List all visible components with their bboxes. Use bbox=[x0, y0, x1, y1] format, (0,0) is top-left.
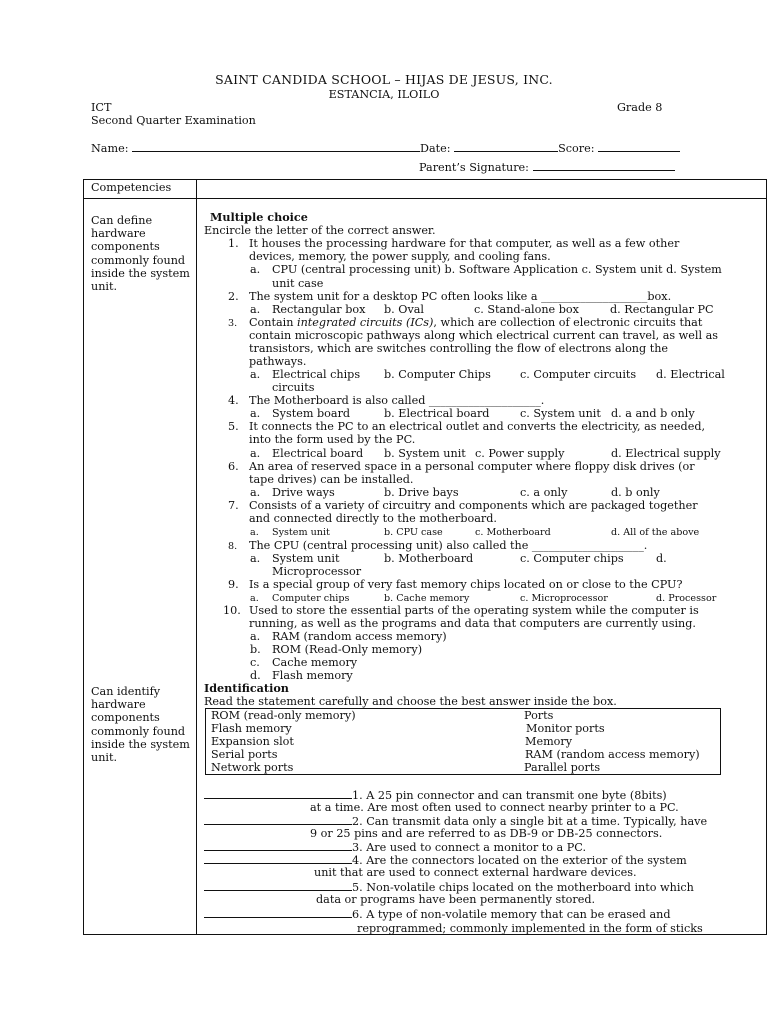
q8-option-d[interactable]: d. bbox=[656, 552, 667, 565]
q6-text-1: An area of reserved space in a personal computer where floppy disk drives (or bbox=[249, 460, 695, 473]
ident-6-text-1: 6. A type of non-volatile memory that can be erased and bbox=[352, 908, 671, 921]
school-name: SAINT CANDIDA SCHOOL – HIJAS DE JESUS, INC. bbox=[215, 72, 553, 87]
q8-option-c[interactable]: c. Computer chips bbox=[520, 552, 624, 565]
ident-5-text-2: data or programs have been permanently stored. bbox=[316, 893, 596, 906]
q1-number: 1. bbox=[228, 237, 239, 250]
q5-option-a-letter: a. bbox=[250, 447, 261, 460]
q2-text: The system unit for a desktop PC often looks like a ___________________box. bbox=[249, 290, 672, 303]
q5-text-2: into the form used by the PC. bbox=[249, 433, 416, 446]
q10-option-d-letter: d. bbox=[250, 669, 261, 682]
grade-label: Grade 8 bbox=[617, 101, 663, 114]
q5-option-d[interactable]: d. Electrical supply bbox=[611, 447, 721, 460]
mc-title: Multiple choice bbox=[210, 210, 308, 224]
ident-blank-5[interactable] bbox=[204, 880, 352, 891]
q7-option-a-letter: a. bbox=[250, 527, 259, 538]
q2-option-c[interactable]: c. Stand-alone box bbox=[474, 303, 579, 316]
q3-option-b[interactable]: b. Computer Chips bbox=[384, 368, 491, 381]
ident-item-6 bbox=[204, 907, 671, 921]
q1-text-2: devices, memory, the power supply, and cooling fans. bbox=[249, 250, 551, 263]
box-right-2: Monitor ports bbox=[526, 722, 605, 735]
q7-text-2: and connected directly to the motherboard. bbox=[249, 512, 497, 525]
ident-3-text-1: 3. Are used to connect a monitor to a PC. bbox=[352, 841, 587, 854]
q6-text-2: tape drives) can be installed. bbox=[249, 473, 414, 486]
signature-field[interactable] bbox=[533, 160, 675, 171]
ident-1-text-2: at a time. Are most often used to connect nearby printer to a PC. bbox=[310, 801, 679, 814]
ident-blank-3[interactable] bbox=[204, 840, 352, 851]
q5-number: 5. bbox=[228, 420, 239, 433]
q5-text-1: It connects the PC to an electrical outlet and converts the electricity, as needed, bbox=[249, 420, 706, 433]
exam-title: Second Quarter Examination bbox=[91, 114, 256, 127]
q2-option-d[interactable]: d. Rectangular PC bbox=[610, 303, 714, 316]
column-divider bbox=[196, 180, 197, 934]
q10-text-2: running, as well as the programs and data that computers are currently using. bbox=[249, 617, 696, 630]
ident-2-text-2: 9 or 25 pins and are referred to as DB-9 or DB-25 connectors. bbox=[310, 827, 663, 840]
q4-option-b[interactable]: b. Electrical board bbox=[384, 407, 490, 420]
q10-option-b-letter: b. bbox=[250, 643, 261, 656]
score-label: Score: bbox=[558, 142, 595, 155]
box-left-5: Network ports bbox=[211, 761, 294, 774]
q6-option-d[interactable]: d. b only bbox=[611, 486, 660, 499]
ident-instruction: Read the statement carefully and choose the best answer inside the box. bbox=[204, 695, 617, 708]
date-field[interactable] bbox=[454, 141, 558, 152]
q9-option-c[interactable]: c. Microprocessor bbox=[520, 593, 608, 604]
box-left-3: Expansion slot bbox=[211, 735, 294, 748]
q3-text-1c: , which are collection of electronic circuits that bbox=[433, 316, 703, 329]
ident-blank-1[interactable] bbox=[204, 788, 352, 799]
q8-text: The CPU (central processing unit) also called the ____________________. bbox=[249, 539, 648, 552]
q4-number: 4. bbox=[228, 394, 239, 407]
q8-option-a[interactable]: System unit bbox=[272, 552, 340, 565]
q4-option-c[interactable]: c. System unit bbox=[520, 407, 601, 420]
school-location: ESTANCIA, ILOILO bbox=[328, 88, 440, 101]
q3-text-1a: Contain bbox=[249, 316, 298, 329]
q1-options-1[interactable]: CPU (central processing unit) b. Software Application c. System unit d. System bbox=[272, 263, 722, 276]
ident-blank-2[interactable] bbox=[204, 814, 352, 825]
q1-option-a-letter: a. bbox=[250, 263, 261, 276]
q9-option-d[interactable]: d. Processor bbox=[656, 593, 717, 604]
competency-identify: Can identify hardware components commonly found inside the system unit. bbox=[91, 685, 190, 765]
q3-option-a[interactable]: Electrical chips bbox=[272, 368, 361, 381]
q3-option-a-letter: a. bbox=[250, 368, 261, 381]
q3-text-4: pathways. bbox=[249, 355, 307, 368]
q5-option-b[interactable]: b. System unit bbox=[384, 447, 466, 460]
q10-option-c-letter: c. bbox=[250, 656, 260, 669]
q6-option-a-letter: a. bbox=[250, 486, 261, 499]
answer-box bbox=[205, 708, 721, 775]
ident-title: Identification bbox=[204, 681, 289, 695]
q9-text: Is a special group of very fast memory chips located on or close to the CPU? bbox=[249, 578, 683, 591]
box-left-2: Flash memory bbox=[211, 722, 292, 735]
q3-option-d[interactable]: d. Electrical bbox=[656, 368, 725, 381]
name-label: Name: bbox=[91, 142, 129, 155]
subject-label: ICT bbox=[91, 101, 112, 114]
q2-option-b[interactable]: b. Oval bbox=[384, 303, 425, 316]
q7-option-b[interactable]: b. CPU case bbox=[384, 527, 443, 538]
q8-option-b[interactable]: b. Motherboard bbox=[384, 552, 474, 565]
q6-option-a[interactable]: Drive ways bbox=[272, 486, 335, 499]
q1-options-2: unit case bbox=[272, 277, 324, 290]
q2-option-a[interactable]: Rectangular box bbox=[272, 303, 366, 316]
date-label: Date: bbox=[420, 142, 451, 155]
q8-option-d-2: Microprocessor bbox=[272, 565, 362, 578]
q3-text-1 bbox=[249, 316, 702, 329]
q7-text-1: Consists of a variety of circuitry and components which are packaged together bbox=[249, 499, 698, 512]
q5-option-a[interactable]: Electrical board bbox=[272, 447, 364, 460]
q10-option-c[interactable]: Cache memory bbox=[272, 656, 358, 669]
q3-text-3: transistors, which are switches controlling the flow of electrons along the bbox=[249, 342, 669, 355]
name-row bbox=[91, 141, 680, 155]
q7-option-c[interactable]: c. Motherboard bbox=[475, 527, 551, 538]
q2-number: 2. bbox=[228, 290, 239, 303]
q6-number: 6. bbox=[228, 460, 239, 473]
ident-blank-4[interactable] bbox=[204, 853, 352, 864]
q4-option-a[interactable]: System board bbox=[272, 407, 351, 420]
q9-option-a-letter: a. bbox=[250, 593, 259, 604]
q10-text-1: Used to store the essential parts of the operating system while the computer is bbox=[249, 604, 699, 617]
q3-option-d-2: circuits bbox=[272, 381, 315, 394]
q4-option-a-letter: a. bbox=[250, 407, 261, 420]
q7-option-d[interactable]: d. All of the above bbox=[611, 527, 700, 538]
q5-option-c[interactable]: c. Power supply bbox=[475, 447, 565, 460]
name-field[interactable] bbox=[132, 141, 420, 152]
box-right-4: RAM (random access memory) bbox=[525, 748, 700, 761]
box-left-1: ROM (read-only memory) bbox=[211, 709, 356, 722]
q10-option-a-letter: a. bbox=[250, 630, 261, 643]
signature-label: Parent’s Signature: bbox=[419, 161, 529, 174]
ident-1-text-1: 1. A 25 pin connector and can transmit one byte (8bits) bbox=[352, 789, 667, 802]
q9-option-a[interactable]: Computer chips bbox=[272, 593, 350, 604]
q7-number: 7. bbox=[228, 499, 239, 512]
signature-row bbox=[419, 160, 675, 174]
q6-option-b[interactable]: b. Drive bays bbox=[384, 486, 459, 499]
header-divider bbox=[84, 198, 766, 199]
q9-number: 9. bbox=[228, 578, 239, 591]
q3-option-c[interactable]: c. Computer circuits bbox=[520, 368, 637, 381]
competency-define: Can define hardware components commonly found inside the system unit. bbox=[91, 214, 190, 294]
q8-number: 8. bbox=[228, 541, 238, 552]
q1-text-1: It houses the processing hardware for that computer, as well as a few other bbox=[249, 237, 680, 250]
box-right-5: Parallel ports bbox=[524, 761, 601, 774]
q10-option-a[interactable]: RAM (random access memory) bbox=[272, 630, 447, 643]
q3-text-2: contain microscopic pathways along which electrical current can travel, as well as bbox=[249, 329, 718, 342]
q7-option-a[interactable]: System unit bbox=[272, 527, 330, 538]
mc-instruction: Encircle the letter of the correct answer. bbox=[204, 224, 436, 237]
q3-number: 3. bbox=[228, 318, 238, 329]
score-field[interactable] bbox=[598, 141, 680, 152]
box-right-3: Memory bbox=[525, 735, 573, 748]
q8-option-a-letter: a. bbox=[250, 552, 261, 565]
q2-option-a-letter: a. bbox=[250, 303, 261, 316]
ident-4-text-2: unit that are used to connect external hardware devices. bbox=[314, 866, 637, 879]
ident-2-text-1: 2. Can transmit data only a single bit at a time. Typically, have bbox=[352, 815, 708, 828]
q4-text: The Motherboard is also called ____________________. bbox=[249, 394, 545, 407]
box-left-4: Serial ports bbox=[211, 748, 278, 761]
q9-option-b[interactable]: b. Cache memory bbox=[384, 593, 470, 604]
q3-text-1b: integrated circuits (ICs) bbox=[297, 316, 434, 329]
competencies-header: Competencies bbox=[91, 181, 172, 194]
q10-number: 10. bbox=[223, 604, 241, 617]
ident-5-text-1: 5. Non-volatile chips located on the motherboard into which bbox=[352, 881, 694, 894]
q6-option-c[interactable]: c. a only bbox=[520, 486, 568, 499]
ident-4-text-1: 4. Are the connectors located on the exterior of the system bbox=[352, 854, 687, 867]
q4-option-d[interactable]: d. a and b only bbox=[611, 407, 695, 420]
q10-option-d[interactable]: Flash memory bbox=[272, 669, 353, 682]
box-right-1: Ports bbox=[524, 709, 554, 722]
ident-blank-6[interactable] bbox=[204, 907, 352, 918]
q10-option-b[interactable]: ROM (Read-Only memory) bbox=[272, 643, 423, 656]
ident-6-text-2: reprogrammed; commonly implemented in the form of sticks bbox=[357, 922, 703, 935]
